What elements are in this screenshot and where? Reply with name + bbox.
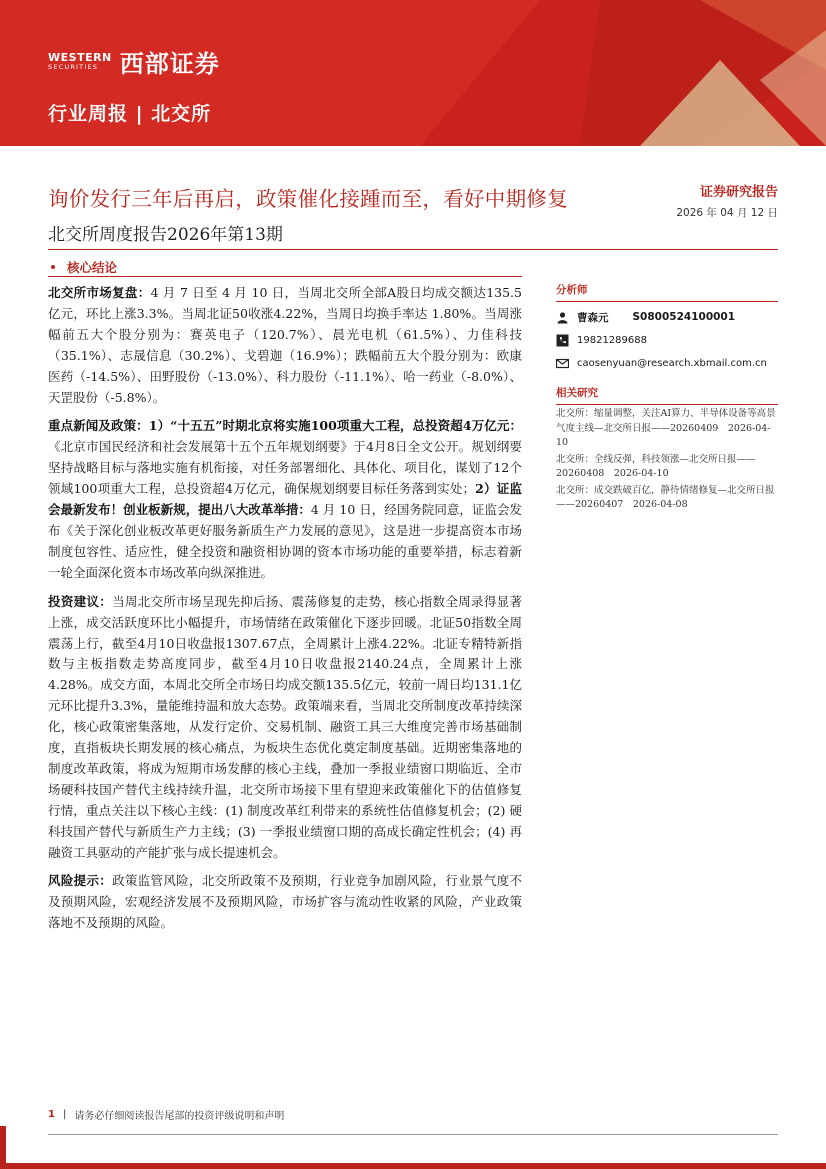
footer-divider [48,1134,778,1135]
analyst-email[interactable]: caosenyuan@research.xbmail.com.cn [577,357,767,369]
analyst-row [556,309,778,325]
market-review-paragraph [48,283,522,408]
brand-logo [48,44,220,79]
footer-separator: | [62,1109,67,1120]
phone-row [556,332,778,348]
analyst-name: 曹森元 [577,311,609,324]
market-review-text: 4 月 7 日至 4 月 10 日，当周北交所全部A股日均成交额达135.5亿元，环比上涨3.3%。当周北证50收涨4.22%，当周日均换手率达 1.80%。当周涨幅前五大个股分别为：赛英电子（120.7%）、晨光电机（61.5%）、力佳科技（35.1%）、志晟信息（30.2%）、戈碧迦（16.9%）；跌幅前五大个股分别为：欧康医药（-14.5%）、田野股份（-13.0%）、科力股份（-11.1%）、哈一药业（-8.0%）、天罡股份（-5.8%）。 [48,285,522,405]
related-heading: 相关研究 [556,385,778,405]
logo-en-sub: SECURITIES [48,62,99,71]
report-body [48,283,522,942]
risk-paragraph [48,871,522,934]
news-text-2: 4 月 10 日，经国务院同意，证监会发布《关于深化创业板改革更好服务新质生产力发展的意见》，这是进一步提高资本市场制度包容性、适应性，健全投资和融资相协调的资本市场功能的重要举措，标志着新一轮全面深化资本市场改革向纵深推进。 [48,502,522,580]
analyst-license: S0800524100001 [632,311,736,323]
news-label: 重点新闻及政策：1）“十五五”时期北京将实施100项重大工程，总投资超4万亿元： [48,418,522,434]
section-title: 核心结论 [67,260,118,275]
page-footer [48,1107,284,1122]
page-subtitle: 北交所周度报告2026年第13期 [48,225,283,245]
header-banner [0,0,826,146]
sidebar [556,282,778,513]
analyst-heading: 分析师 [556,282,778,302]
investment-label: 投资建议： [48,593,113,609]
logo-cn: 西部证券 [119,50,220,78]
related-report-2[interactable]: 北交所：全线反弹，科技领涨—北交所日报——20260408 2026-04-10 [556,453,756,479]
news-label-2: 2）证监会最新发布！创业板新规，提出八大改革举措： [48,481,522,518]
news-text: 《北京市国民经济和社会发展第十五个五年规划纲要》于4月8日全文公开。规划纲要坚持战略目标与落地实施有机衔接，对任务部署细化、具体化、项目化，谋划了12个领域100项重大工程，总投资超4万亿元，确保规划纲要目标任务落到实处； [48,439,522,497]
related-report-3[interactable]: 北交所：成交跌破百亿，静待情绪修复—北交所日报——20260407 2026-04-08 [556,484,775,510]
investment-text: 当周北交所市场呈现先抑后扬、震荡修复的走势，核心指数全周录得显著上涨，成交活跃度环比小幅提升，市场情绪在政策催化下逐步回暖。北证50指数全周震荡上行，截至4月10日收盘报1307.67点，全周累计上涨4.22%。北证专精特新指数与主板指数走势高度同步，截至4月10日收盘报2140.24点，全周累计上涨4.28%。成交方面，本周北交所全市场日均成交额135.5亿元，较前一周日均131.1亿元环比提升3.3%，量能维持温和放大态势。政策端来看，当周北交所制度改革持续深化，核心政策密集落地，从发行定价、交易机制、融资工具三大维度完善市场基础制度，直指板块长期发展的核心痛点，为板块生态优化奠定制度基础。近期密集落地的制度改革政策，将成为短期市场发酵的核心主线，叠加一季报业绩窗口期临近、全市场硬科技国产替代主线持续升温，北交所市场接下里有望迎来政策催化下的估值修复行情，重点关注以下核心主线：(1) 制度改革红利带来的系统性估值修复机会；(2) 硬科技国产替代与新质生产力主线；(3) 一季报业绩窗口期的高成长确定性机会；(4) 再融资工具驱动的产能扩张与成长提速机会。 [48,593,522,860]
logo-en [48,52,112,70]
logo-en-main: WESTERN [48,51,112,65]
bullet-icon [51,265,55,269]
mail-icon [556,357,569,370]
page-number: 1 [48,1109,55,1120]
page-title: 询价发行三年后再启，政策催化接踵而至，看好中期修复 [48,187,568,211]
section-heading [48,258,117,276]
footer-disclaimer: 请务必仔细阅读报告尾部的投资评级说明和声明 [74,1111,285,1122]
risk-label: 风险提示： [48,873,113,889]
person-icon [556,311,569,324]
report-date: 2026 年 04 月 12 日 [676,207,778,219]
section-divider [48,276,522,277]
report-type: 证券研究报告 [699,185,778,200]
market-review-label: 北交所市场复盘： [48,285,151,300]
report-category: 行业周报 | 北交所 [48,103,212,125]
related-report-1[interactable]: 北交所：缩量调整，关注AI算力、半导体设备等高景气度主线—北交所日报——20260409 2026-04-10 [556,408,776,448]
investment-paragraph [48,592,522,864]
analyst-phone[interactable]: 19821289688 [577,334,647,346]
title-divider [48,249,778,250]
risk-text: 政策监管风险，北交所政策不及预期，行业竞争加剧风险，行业景气度不及预期风险，宏观经济发展不及预期风险，市场扩容与流动性收紧的风险，产业政策落地不及预期的风险。 [48,873,522,931]
news-paragraph [48,416,522,583]
corner-bar-horizontal [0,1163,826,1169]
email-row [556,355,778,371]
phone-icon [556,334,569,347]
